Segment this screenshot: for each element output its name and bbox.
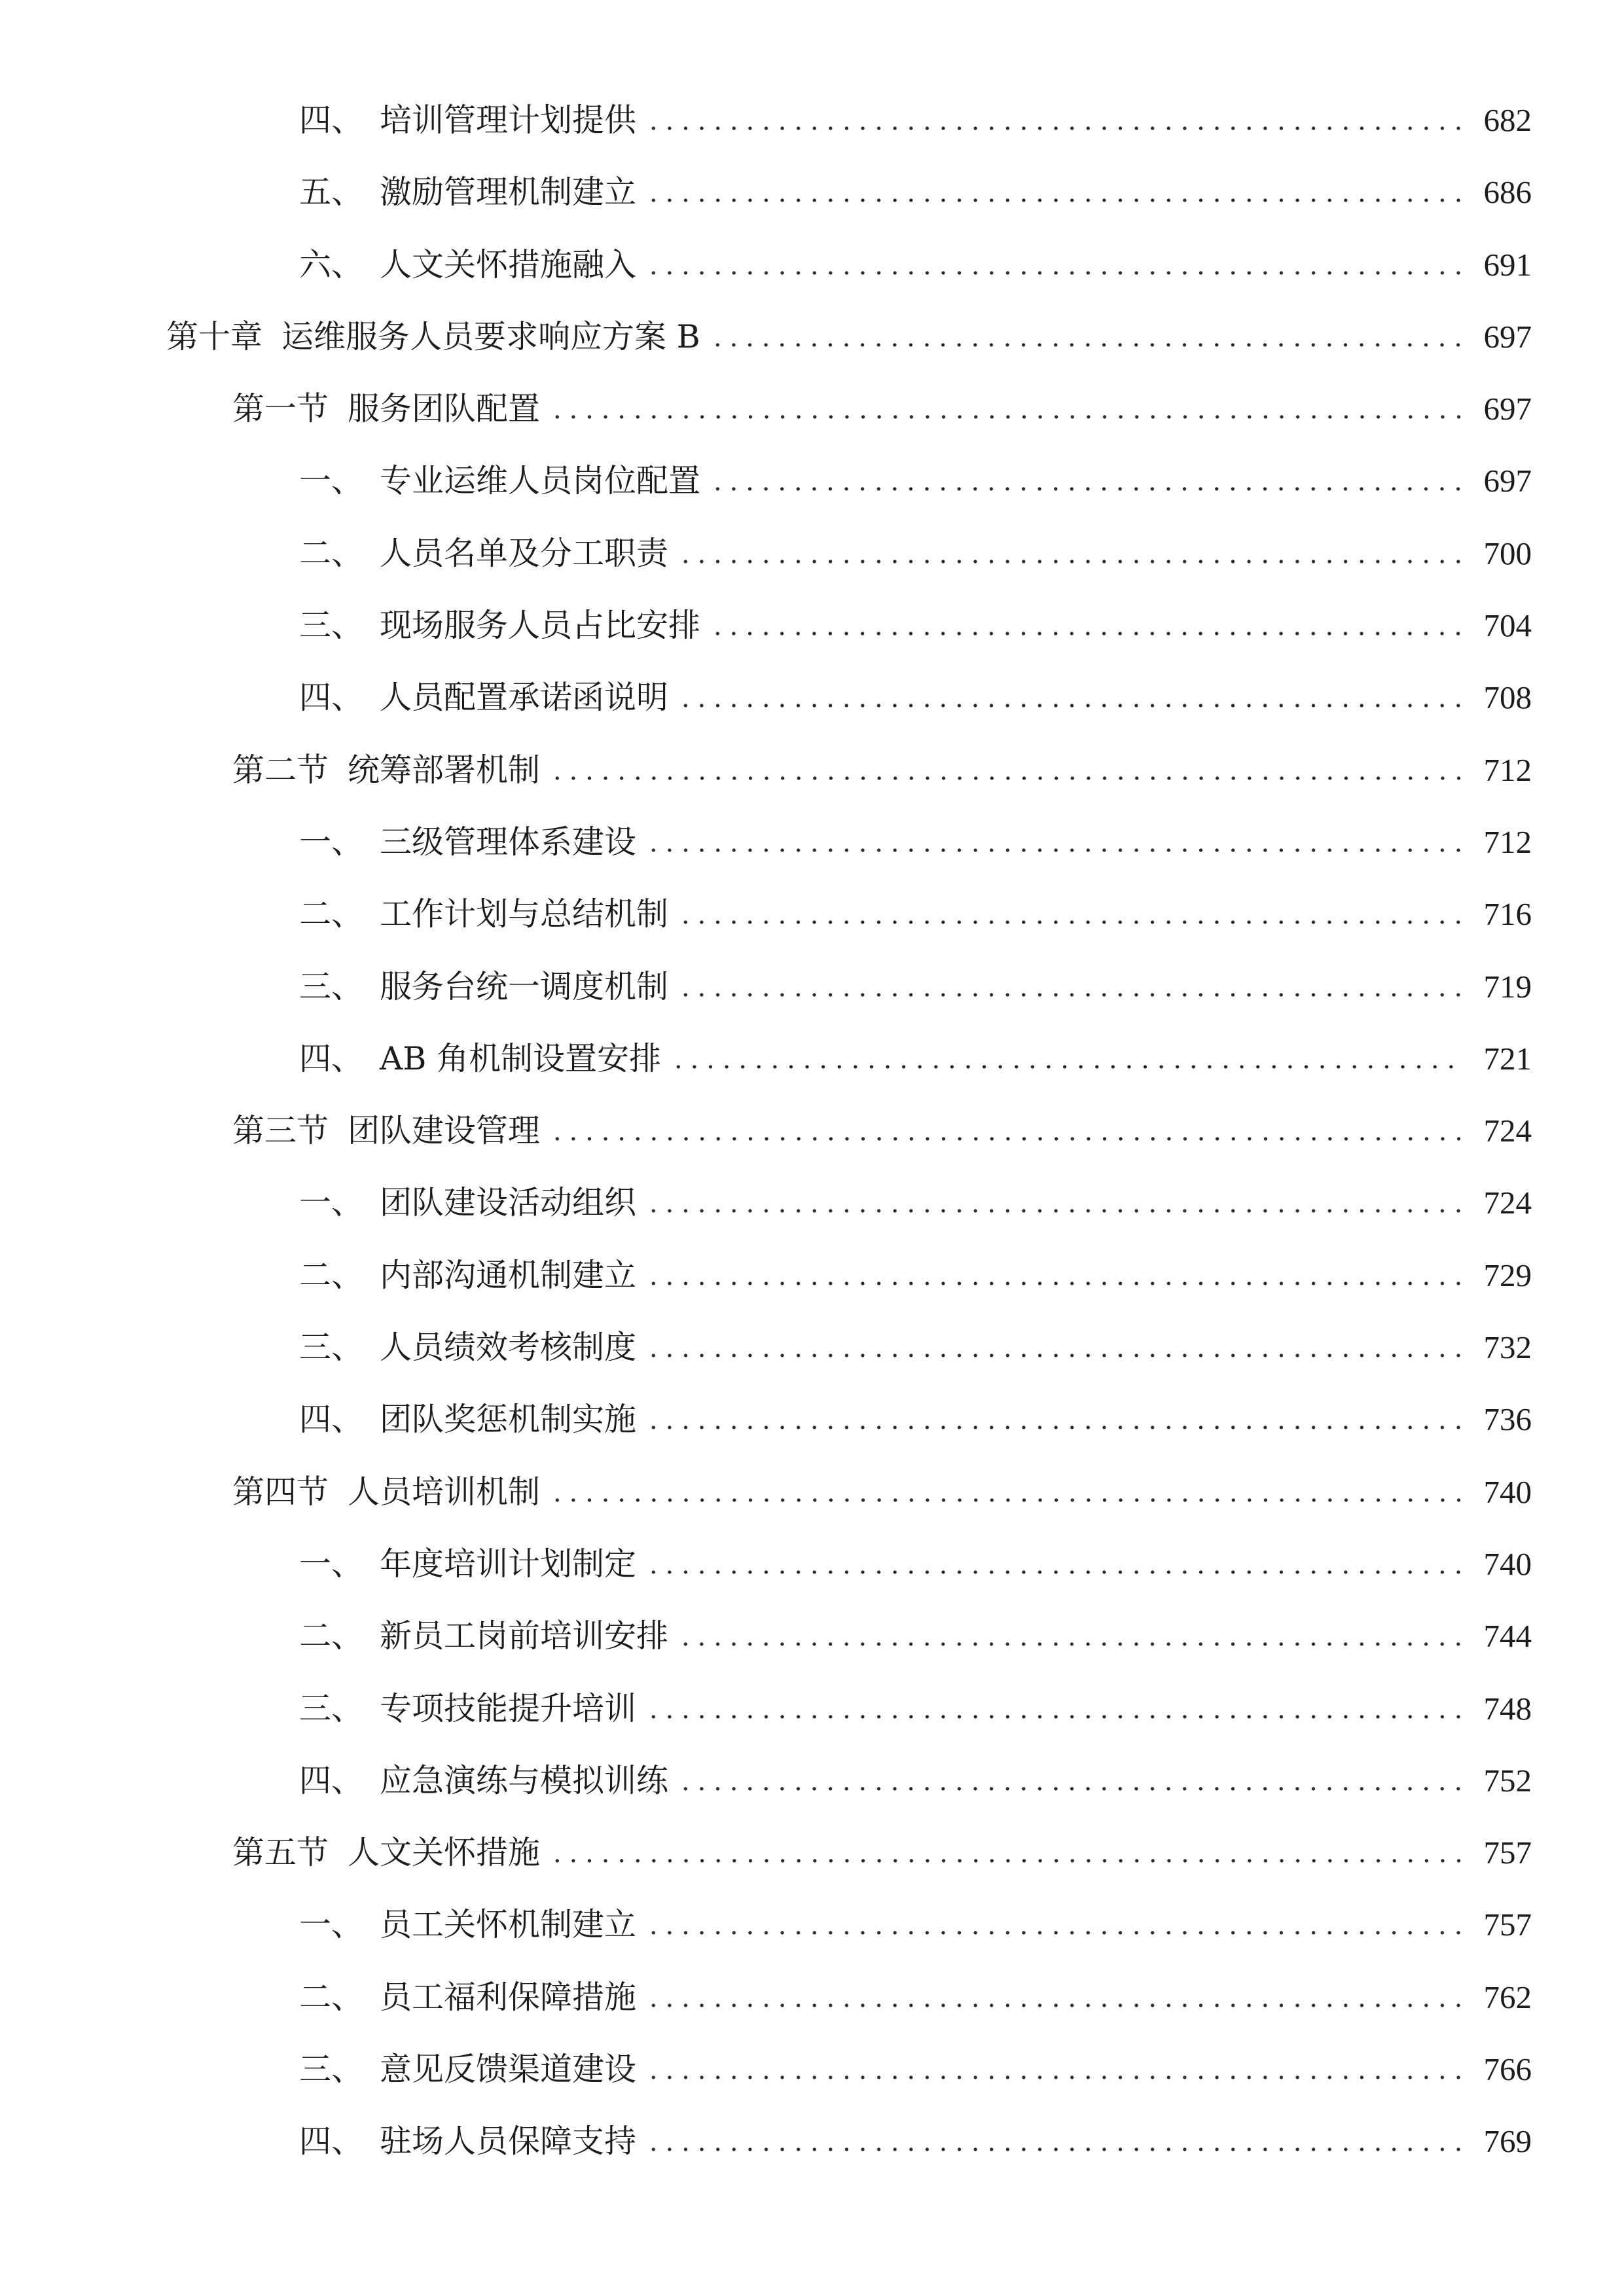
dot-leader [677, 920, 1464, 925]
entry-number: 五、 [299, 173, 364, 211]
entry-page-number: 697 [1483, 391, 1532, 427]
entry-title: 人员配置承诺函说明 [380, 679, 669, 717]
entry-page-number: 691 [1483, 246, 1532, 283]
toc-entry [0, 1023, 1532, 1095]
entry-number: 四、 [299, 1761, 364, 1799]
chapter-title: 运维服务人员要求响应方案 B [281, 317, 700, 355]
section-number: 第五节 [232, 1834, 329, 1872]
dot-leader [645, 270, 1464, 276]
section-number: 第二节 [232, 751, 329, 789]
entry-page-number: 732 [1483, 1329, 1532, 1366]
dot-leader [710, 631, 1464, 636]
dot-leader [645, 2003, 1464, 2008]
dot-leader [710, 486, 1464, 492]
entry-title: AB 角机制设置安排 [380, 1039, 661, 1077]
toc-entry [0, 445, 1532, 517]
entry-title: 培训管理计划提供 [380, 101, 637, 139]
entry-title: 员工关怀机制建立 [380, 1906, 637, 1944]
toc-entry [0, 1384, 1532, 1456]
entry-page-number: 682 [1483, 102, 1532, 138]
entry-number: 三、 [299, 2051, 364, 2089]
section-title: 人文关怀措施 [348, 1834, 541, 1872]
entry-page-number: 700 [1483, 535, 1532, 571]
dot-leader [645, 1208, 1464, 1213]
toc-entry [0, 1962, 1532, 2034]
toc-entry [0, 878, 1532, 950]
entry-number: 四、 [299, 101, 364, 139]
entry-page-number: 757 [1483, 1907, 1532, 1943]
toc-entry [0, 1673, 1532, 1745]
entry-number: 二、 [299, 895, 364, 933]
entry-page-number: 744 [1483, 1618, 1532, 1655]
entry-title: 应急演练与模拟训练 [380, 1761, 669, 1799]
entry-page-number: 757 [1483, 1835, 1532, 1871]
entry-title: 内部沟通机制建立 [380, 1256, 637, 1294]
toc-entry [0, 1167, 1532, 1239]
entry-number: 四、 [299, 2123, 364, 2161]
toc-entry [0, 518, 1532, 590]
dot-leader [645, 1353, 1464, 1358]
entry-page-number: 697 [1483, 463, 1532, 499]
entry-title: 年度培训计划制定 [380, 1545, 637, 1583]
toc-entry [0, 1745, 1532, 1817]
entry-number: 四、 [299, 1039, 364, 1077]
entry-title: 三级管理体系建设 [380, 823, 637, 861]
entry-title: 激励管理机制建立 [380, 173, 637, 211]
entry-number: 二、 [299, 534, 364, 572]
entry-page-number: 704 [1483, 607, 1532, 644]
dot-leader [645, 848, 1464, 853]
dot-leader [670, 1064, 1464, 1069]
section-title: 人员培训机制 [348, 1473, 541, 1511]
dot-leader [549, 1858, 1464, 1863]
toc-section-entry [0, 1456, 1532, 1528]
section-title: 团队建设管理 [348, 1112, 541, 1150]
entry-number: 六、 [299, 245, 364, 283]
dot-leader [677, 1786, 1464, 1791]
dot-leader [645, 1281, 1464, 1286]
section-title: 统筹部署机制 [348, 751, 541, 789]
entry-page-number: 729 [1483, 1257, 1532, 1293]
entry-number: 一、 [299, 462, 364, 500]
entry-number: 三、 [299, 967, 364, 1005]
entry-page-number: 724 [1483, 1185, 1532, 1221]
dot-leader [549, 776, 1464, 781]
entry-title: 工作计划与总结机制 [380, 895, 669, 933]
entry-title: 团队奖惩机制实施 [380, 1401, 637, 1439]
entry-title: 现场服务人员占比安排 [380, 607, 701, 645]
toc-section-entry [0, 1095, 1532, 1167]
entry-number: 一、 [299, 1545, 364, 1583]
entry-number: 一、 [299, 1906, 364, 1944]
section-number: 第一节 [232, 390, 329, 428]
dot-leader [710, 342, 1464, 348]
entry-number: 四、 [299, 679, 364, 717]
entry-page-number: 721 [1483, 1040, 1532, 1077]
dot-leader [645, 1570, 1464, 1575]
entry-number: 二、 [299, 1256, 364, 1294]
toc-section-entry [0, 1817, 1532, 1889]
dot-leader [645, 2147, 1464, 2152]
entry-title: 服务台统一调度机制 [380, 967, 669, 1005]
entry-page-number: 712 [1483, 823, 1532, 860]
entry-title: 人员名单及分工职责 [380, 534, 669, 572]
dot-leader [645, 2075, 1464, 2080]
entry-title: 团队建设活动组织 [380, 1184, 637, 1222]
toc-entry [0, 1528, 1532, 1600]
dot-leader [645, 1930, 1464, 1935]
entry-page-number: 697 [1483, 318, 1532, 355]
toc-entry [0, 1889, 1532, 1961]
entry-number: 三、 [299, 1689, 364, 1727]
toc-chapter-entry [0, 301, 1532, 373]
entry-number: 一、 [299, 823, 364, 861]
entry-page-number: 736 [1483, 1401, 1532, 1438]
dot-leader [549, 1136, 1464, 1141]
chapter-number: 第十章 [166, 317, 263, 355]
entry-title: 驻场人员保障支持 [380, 2123, 637, 2161]
dot-leader [677, 703, 1464, 708]
entry-number: 二、 [299, 1978, 364, 2016]
toc-entry [0, 2106, 1532, 2178]
toc-section-entry [0, 734, 1532, 806]
toc-entry [0, 662, 1532, 734]
toc-entry [0, 229, 1532, 301]
entry-title: 专项技能提升培训 [380, 1689, 637, 1727]
section-number: 第四节 [232, 1473, 329, 1511]
dot-leader [549, 414, 1464, 420]
table-of-contents [0, 84, 1532, 2178]
toc-entry [0, 2034, 1532, 2106]
entry-page-number: 724 [1483, 1113, 1532, 1149]
entry-page-number: 686 [1483, 174, 1532, 211]
entry-number: 四、 [299, 1401, 364, 1439]
dot-leader [645, 126, 1464, 131]
entry-title: 新员工岗前培训安排 [380, 1617, 669, 1655]
toc-entry [0, 590, 1532, 662]
section-number: 第三节 [232, 1112, 329, 1150]
dot-leader [677, 1641, 1464, 1647]
toc-entry [0, 84, 1532, 156]
toc-entry [0, 806, 1532, 878]
toc-entry [0, 1240, 1532, 1312]
entry-title: 意见反馈渠道建设 [380, 2051, 637, 2089]
entry-page-number: 712 [1483, 751, 1532, 788]
entry-number: 一、 [299, 1184, 364, 1222]
entry-page-number: 719 [1483, 968, 1532, 1005]
entry-number: 二、 [299, 1617, 364, 1655]
entry-page-number: 769 [1483, 2123, 1532, 2160]
entry-page-number: 740 [1483, 1545, 1532, 1582]
entry-title: 员工福利保障措施 [380, 1978, 637, 2016]
toc-entry [0, 1600, 1532, 1672]
entry-number: 三、 [299, 607, 364, 645]
entry-page-number: 748 [1483, 1690, 1532, 1727]
dot-leader [677, 559, 1464, 564]
dot-leader [677, 992, 1464, 997]
entry-title: 人文关怀措施融入 [380, 245, 637, 283]
dot-leader [549, 1498, 1464, 1503]
toc-section-entry [0, 373, 1532, 445]
entry-page-number: 716 [1483, 896, 1532, 933]
entry-title: 人员绩效考核制度 [380, 1329, 637, 1367]
toc-entry [0, 156, 1532, 228]
toc-entry [0, 951, 1532, 1023]
entry-page-number: 708 [1483, 679, 1532, 716]
toc-entry [0, 1312, 1532, 1384]
dot-leader [645, 198, 1464, 203]
section-title: 服务团队配置 [348, 390, 541, 428]
entry-number: 三、 [299, 1329, 364, 1367]
dot-leader [645, 1714, 1464, 1719]
entry-page-number: 766 [1483, 2051, 1532, 2088]
dot-leader [645, 1425, 1464, 1430]
entry-page-number: 762 [1483, 1979, 1532, 2015]
entry-title: 专业运维人员岗位配置 [380, 462, 701, 500]
entry-page-number: 740 [1483, 1473, 1532, 1510]
entry-page-number: 752 [1483, 1762, 1532, 1799]
